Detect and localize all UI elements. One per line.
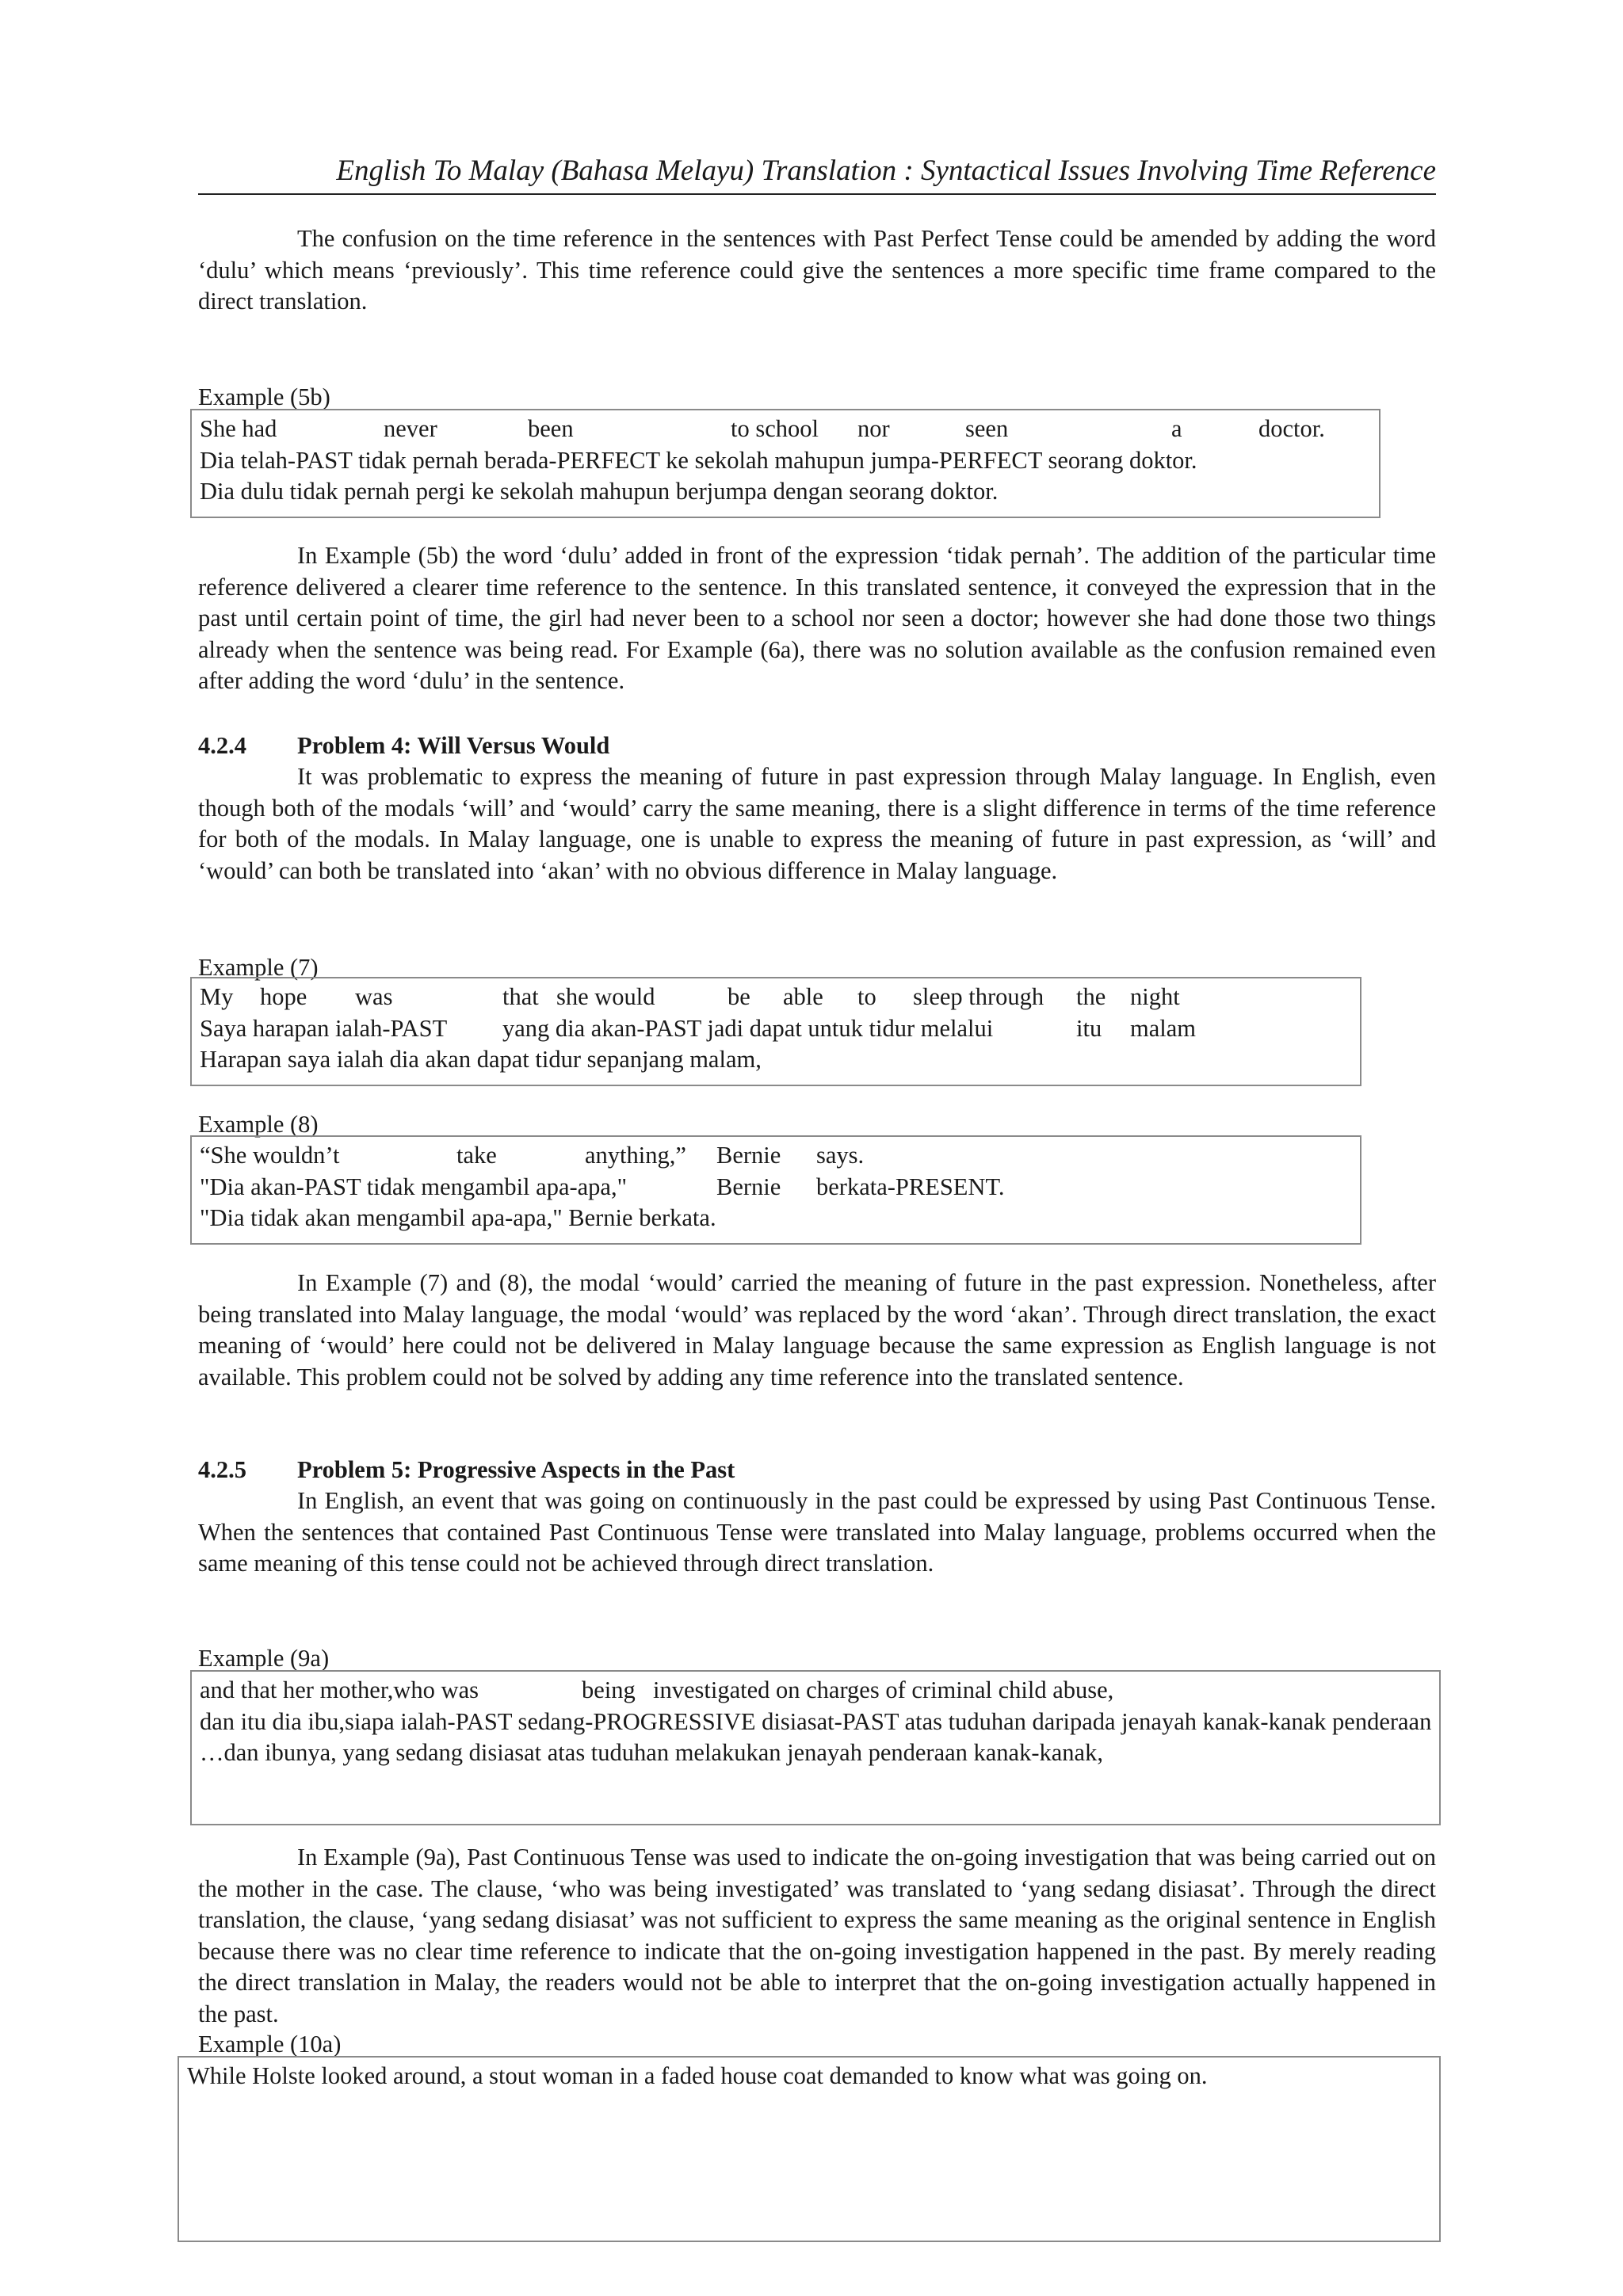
paragraph-6	[198, 1842, 1436, 2031]
ex7-token: that	[502, 983, 539, 1010]
example-8-label: Example (8)	[198, 1111, 319, 1138]
ex7-token: My	[200, 983, 234, 1010]
paragraph-3	[198, 761, 1436, 887]
paragraph-5-text: In English, an event that was going on continuously in the past could be expressed by using Past Continuous Tense. When the sentences that contained Past Continuous Tense were translated into Malay language, problems occurred when the same meaning of this tense could not be achieved through direct translation.	[198, 1487, 1436, 1577]
section-heading-4-2-4	[198, 730, 609, 761]
ex7-token: able	[783, 983, 823, 1010]
paragraph-2-text: In Example (5b) the word ‘dulu’ added in front of the expression ‘tidak pernah’. The addition of the particular time reference delivered a clearer time reference to the sentence. In this translated sentence, it conveyed the expression that in the past until certain point of time, the girl had never been to a school nor seen a doctor; however she had done those two things already when the sentence was being read. For Example (6a), there was no solution available as the confusion remained even after adding the word ‘dulu’ in the sentence.	[198, 542, 1436, 695]
ex7-token: she would	[556, 983, 655, 1010]
paragraph-4-text: In Example (7) and (8), the modal ‘would’ carried the meaning of future in the past expression. Nonetheless, after being translated into Malay language, the modal ‘would’ was replaced by the word ‘akan’. Through direct translation, the exact meaning of ‘would’ here could not be delivered in Malay language because the same expression as English language is not available. This problem could not be solved by adding any time reference into the translated sentence.	[198, 1269, 1436, 1390]
ex8-token: take	[456, 1142, 497, 1169]
ex7-token: the	[1076, 983, 1106, 1010]
ex7-gloss-token: itu	[1076, 1014, 1102, 1042]
example-10a-box	[178, 2056, 1441, 2242]
ex7-token: night	[1130, 983, 1180, 1010]
ex8-token: says.	[816, 1142, 865, 1169]
section-heading-4-2-5	[198, 1455, 735, 1485]
example-7-label: Example (7)	[198, 954, 319, 981]
example-9a-box	[190, 1670, 1441, 1825]
section-title: Problem 5: Progressive Aspects in the Past	[297, 1456, 735, 1483]
example-5b-box	[190, 409, 1381, 518]
ex5b-token: to school	[731, 415, 819, 442]
ex9a-token: being	[582, 1676, 636, 1703]
ex5b-token: never	[384, 415, 437, 442]
ex7-token: sleep through	[913, 983, 1044, 1010]
ex5b-token: nor	[857, 415, 890, 442]
example-7-box	[190, 977, 1361, 1086]
running-head: English To Malay (Bahasa Melayu) Translation : Syntactical Issues Involving Time Reference	[198, 152, 1436, 195]
ex7-token: be	[727, 983, 750, 1010]
section-title: Problem 4: Will Versus Would	[297, 732, 610, 759]
paragraph-1	[198, 223, 1436, 318]
paragraph-6-text: In Example (9a), Past Continuous Tense was used to indicate the on-going investigation that was being carried out on the mother in the case. The clause, ‘who was being investigated’ was translated to ‘yang sedang disiasat’. Through the direct translation, the clause, ‘yang sedang disiasat’ was not sufficient to express the same meaning as the original sentence in English because there was no clear time reference to indicate that the on-going investigation happened in the past. By merely reading the direct translation in Malay, the readers would not be able to interpret that the on-going investigation actually happened in the past.	[198, 1844, 1436, 2027]
example-7-gloss-line	[200, 1013, 1360, 1045]
example-8-translation-line: "Dia tidak akan mengambil apa-apa," Bernie berkata.	[200, 1204, 716, 1232]
ex5b-token: been	[528, 415, 574, 442]
paragraph-4	[198, 1268, 1436, 1393]
ex7-token: hope	[260, 983, 307, 1010]
ex9a-token: and that her mother,who was	[200, 1676, 479, 1703]
ex7-gloss-token: Saya harapan ialah-PAST	[200, 1014, 448, 1042]
example-5b-english-line	[200, 414, 1379, 445]
ex5b-token: She had	[200, 415, 277, 442]
paragraph-5	[198, 1486, 1436, 1580]
example-5b-gloss-line: Dia telah-PAST tidak pernah berada-PERFECT ke sekolah mahupun jumpa-PERFECT seorang doktor.	[200, 446, 1197, 474]
example-10a-english-line: While Holste looked around, a stout woman in a faded house coat demanded to know what was going on.	[187, 2062, 1208, 2089]
example-8-english-line	[200, 1140, 1360, 1172]
example-8-box	[190, 1135, 1361, 1245]
section-number: 4.2.5	[198, 1456, 246, 1483]
example-9a-gloss-line: dan itu dia ibu,siapa ialah-PAST sedang-PROGRESSIVE disiasat-PAST atas tuduhan daripada jenayah kanak-kanak penderaan	[200, 1707, 1432, 1735]
paragraph-2	[198, 540, 1436, 697]
example-9a-label: Example (9a)	[198, 1645, 330, 1672]
example-10a-label: Example (10a)	[198, 2031, 342, 2058]
ex5b-token: seen	[965, 415, 1009, 442]
paragraph-1-text: The confusion on the time reference in the sentences with Past Perfect Tense could be amended by adding the word ‘dulu’ which means ‘previously’. This time reference could give the sentences a more specific time frame compared to the direct translation.	[198, 225, 1436, 315]
ex5b-token: doctor.	[1258, 415, 1325, 442]
ex7-token: was	[355, 983, 393, 1010]
ex7-gloss-token: malam	[1130, 1014, 1196, 1042]
ex8-gloss-token: Bernie	[716, 1173, 781, 1200]
ex8-token: anything,”	[585, 1142, 686, 1169]
example-9a-translation-line: …dan ibunya, yang sedang disiasat atas tuduhan melakukan jenayah penderaan kanak-kanak,	[200, 1739, 1103, 1767]
example-7-translation-line: Harapan saya ialah dia akan dapat tidur sepanjang malam,	[200, 1046, 762, 1074]
ex7-gloss-token: yang dia akan-PAST jadi dapat untuk tidur melalui	[502, 1014, 994, 1042]
example-8-gloss-line	[200, 1172, 1360, 1203]
example-5b-translation-line: Dia dulu tidak pernah pergi ke sekolah mahupun berjumpa dengan seorang doktor.	[200, 478, 999, 505]
ex8-token: “She wouldn’t	[200, 1142, 340, 1169]
section-number: 4.2.4	[198, 732, 246, 759]
paragraph-3-text: It was problematic to express the meaning of future in past expression through Malay language. In English, even though both of the modals ‘will’ and ‘would’ carry the same meaning, there is a slight difference in terms of the time reference for both of the modals. In Malay language, one is unable to express the meaning of future in past expression, as ‘will’ and ‘would’ can both be translated into ‘akan’ with no obvious difference in Malay language.	[198, 763, 1436, 884]
ex8-token: Bernie	[716, 1142, 781, 1169]
ex7-token: to	[857, 983, 876, 1010]
example-9a-english-line	[200, 1675, 1439, 1707]
example-5b-label: Example (5b)	[198, 383, 330, 410]
ex8-gloss-token: berkata-PRESENT.	[816, 1173, 1005, 1200]
ex9a-token: investigated on charges of criminal child abuse,	[653, 1676, 1114, 1703]
ex5b-token: a	[1171, 415, 1182, 442]
example-7-english-line	[200, 982, 1360, 1013]
ex8-gloss-token: "Dia akan-PAST tidak mengambil apa-apa,"	[200, 1173, 628, 1200]
